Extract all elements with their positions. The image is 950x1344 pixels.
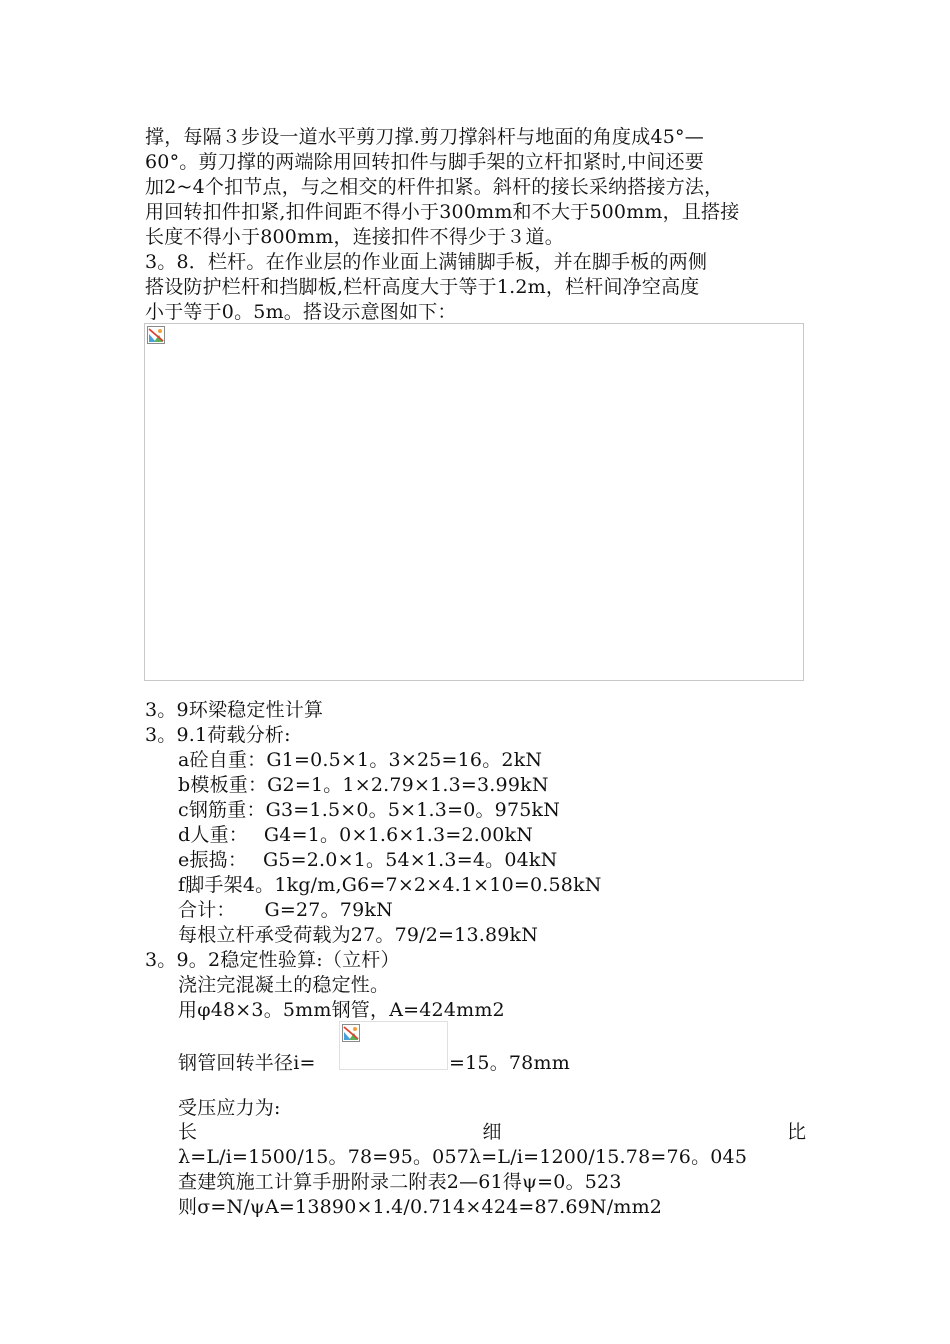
broken-image-icon: [342, 1024, 360, 1042]
paragraph-railing-line-3: 小于等于0。5m。搭设示意图如下：: [145, 301, 457, 323]
radius-formula-image: [339, 1021, 448, 1070]
paragraph-scaffold-line-1: 撑，每隔３步设一道水平剪刀撑.剪刀撑斜杆与地面的角度成45°—: [145, 126, 704, 148]
stress-label: 受压应力为:: [178, 1097, 281, 1119]
table-lookup: 查建筑施工计算手册附录二附表2—61得ψ=0。523: [178, 1171, 622, 1193]
paragraph-scaffold-line-5: 长度不得小于800mm，连接扣件不得少于３道。: [145, 226, 564, 248]
section-3-9-2-heading: 3。9。2稳定性验算:（立杆）: [145, 949, 400, 971]
load-per-pole: 每根立杆承受荷载为27。79/2=13.89kN: [178, 924, 539, 946]
load-item: f脚手架4。1kg/m,G6=7×2×4.1×10=0.58kN: [178, 874, 602, 896]
slenderness-word: 长: [178, 1121, 198, 1143]
railing-diagram-image: [144, 323, 804, 681]
pipe-spec: 用φ48×3。5mm钢管，A=424mm2: [178, 999, 505, 1021]
broken-image-icon: [147, 326, 165, 344]
paragraph-railing-line-2: 搭设防护栏杆和挡脚板,栏杆高度大于等于1.2m，栏杆间净空高度: [145, 276, 700, 298]
load-item: d人重： G4=1。0×1.6×1.3=2.00kN: [178, 824, 534, 846]
lambda-calculation: λ=L/i=1500/15。78=95。057λ=L/i=1200/15.78=76。045: [178, 1146, 748, 1168]
load-item: b模板重：G2=1。1×2.79×1.3=3.99kN: [178, 774, 549, 796]
stability-intro: 浇注完混凝土的稳定性。: [178, 974, 390, 996]
paragraph-railing-line-1: 3。8．栏杆。在作业层的作业面上满铺脚手板，并在脚手板的两侧: [145, 251, 708, 273]
paragraph-scaffold-line-4: 用回转扣件扣紧,扣件间距不得小于300mm和不大于500mm，且搭接: [145, 201, 740, 223]
load-item: a砼自重：G1=0.5×1。3×25=16。2kN: [178, 749, 543, 771]
radius-result: =15。78mm: [449, 1052, 570, 1074]
slenderness-word: 比: [786, 1121, 806, 1143]
slenderness-word: 细: [482, 1121, 502, 1143]
load-item: e振捣： G5=2.0×1。54×1.3=4。04kN: [178, 849, 558, 871]
slenderness-ratio-label: [178, 1120, 806, 1145]
sigma-calculation: 则σ=N/ψA=13890×1.4/0.714×424=87.69N/mm2: [178, 1196, 663, 1218]
section-3-9-heading: 3。9环梁稳定性计算: [145, 699, 324, 721]
section-3-9-1-heading: 3。9.1荷载分析:: [145, 724, 291, 746]
load-total: 合计： G=27。79kN: [178, 899, 393, 921]
load-item: c钢筋重：G3=1.5×0。5×1.3=0。975kN: [178, 799, 561, 821]
radius-prefix: 钢管回转半径i=: [178, 1052, 316, 1074]
paragraph-scaffold-line-3: 加2~4个扣节点，与之相交的杆件扣紧。斜杆的接长采纳搭接方法，: [145, 176, 724, 198]
paragraph-scaffold-line-2: 60°。剪刀撑的两端除用回转扣件与脚手架的立杆扣紧时,中间还要: [145, 151, 704, 173]
